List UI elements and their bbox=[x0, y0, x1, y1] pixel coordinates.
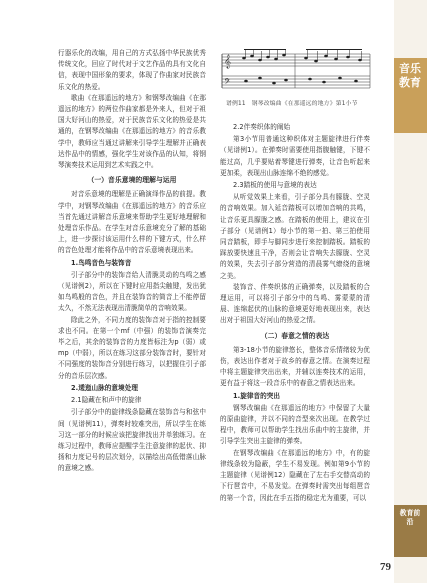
subsection-heading: 2.3踏板的使用与意境的表达 bbox=[233, 181, 317, 190]
paragraph: 除此之外，不同力度的装饰音对于指的控制要求也不同。在第一个mf（中强）的装饰音演奏完毕之后，其余的装饰音的力度皆标注为p（弱）或mp（中弱），所以在练习这部分装饰音时，要针对不同强度的装饰音分别进行练习，以把握住引子部分的音乐层次感。 bbox=[58, 315, 206, 380]
svg-text:𝄢: 𝄢 bbox=[224, 78, 231, 89]
subsection-heading: 2.2伴奏织体的阐始 bbox=[233, 123, 291, 131]
score-caption: 谱例11 钢琴改编曲《在那遥远的地方》第1小节 bbox=[226, 101, 358, 107]
right-column bbox=[220, 121, 370, 504]
paragraph: 引子部分中的旋律线条隐藏在装饰音与和弦中间（见谱例11），弹奏时较难突出，所以学生在练习这一部分的时候应该把旋律找出并单独练习。在练习过程中，教师应提醒学生注意旋律的起伏、抑扬和力度记号的层次划分，以描绘出高低错落山脉的意境之感。 bbox=[58, 408, 206, 473]
paragraph: 行器乐化的改编，用自己的方式弘扬中华民族优秀传统文化，回应了时代对于文艺作品的具有文化自信，表现中国形象的要求，体现了作曲家对民族音乐文化的热爱。 bbox=[58, 49, 206, 91]
paragraph: 装饰音、伴奏织体的正确弹奏，以及踏板的合理运用，可以将引子部分中的鸟鸣、雾蒙蒙的清晨、连绵起伏的山脉的意境更好地表现出来，表达出对于祖国大好河山的热爱之情。 bbox=[220, 282, 370, 325]
paragraph: 第3小节用普通这种织体对主题旋律进行伴奏（见谱例1）。在弹奏时需要使用指腹触键，下键不能过高，几乎要贴着琴键进行弹奏，让音色听起来更加柔，表现出山脉连绵不绝的感觉。 bbox=[220, 135, 370, 177]
paragraph: 歌曲《在那遥远的地方》和钢琴改编曲《在那遥远的地方》的两位作曲家都是外来人，但对于祖国大好河山的热爱，对于民族音乐文化的热爱是共通的，在钢琴改编曲《在那遥远的地方》的音乐教学中，教师应当通过讲解来引导学生理解并正确表达作品中的情感，强化学生对该作品的认知，将钢琴演奏技术运用到艺术实践之中。 bbox=[58, 93, 206, 170]
paragraph: 在钢琴改编曲《在那遥远的地方》中，有的旋律线条较为隐蔽，学生不易发现。例如第9小节的主题旋律（见谱例12）隐藏在了左右手交替高动的下行琶音中，不易发觉。在弹奏时需突出每组琶音的第一个音，因此在手五指的稳定尤为重要，可以 bbox=[220, 448, 370, 502]
section-tab-label: 教育前沿 bbox=[399, 509, 421, 526]
paragraph: 第3-18小节的旋律悠长，整体音乐情绪较为优伤，表达出作者对于故乡的春意之情。在演奏过程中将主题旋律突出出来，并辅以连奏技术的运用，更有益于将这一段音乐中的春意之情表达出来。 bbox=[220, 345, 370, 388]
paragraph: 钢琴改编曲《在那遥远的地方》中保留了大量的原曲旋律，并以不同的音型来次出现。在教学过程中，教师可以帮助学生找出乐曲中的主旋律，并引导学生突出主旋律的弹奏。 bbox=[220, 403, 370, 446]
subsection-heading: 1.旋律音的突出 bbox=[233, 391, 281, 400]
svg-text:𝄞: 𝄞 bbox=[224, 54, 232, 68]
paragraph: 引子部分中的装饰音给人清脆灵动的鸟鸣之感（见谱例2），所以在下键时应用指尖触键，发出犹如鸟鸣般的音色，并且在装饰音的简音上不能停留太久，不然无法表现出清脆简单的音响效果。 bbox=[58, 270, 206, 313]
sidebar-title: 音乐教育 bbox=[399, 62, 421, 89]
section-heading: （一）音乐意境的理解与运用 bbox=[87, 176, 177, 185]
subsection-heading: 2.逶迤山脉的意境处理 bbox=[71, 383, 138, 392]
subsection-heading: 1.鸟鸣音色与装饰音 bbox=[71, 258, 132, 267]
paragraph: 对音乐意境的理解是正确演绎作品的前提。教学中，对钢琴改编曲《在那遥远的地方》的音乐应当首先通过讲解音乐意境来帮助学生更好地理解和处理音乐作品。在学生对音乐意境充分了解的基础上，进一步探讨该运用什么样的下键方式，什么样的音色处理才能将作品中的音乐意境表现出来。 bbox=[58, 190, 206, 255]
paragraph: 从听觉效果上来看，引子部分具有朦胧、空灵的音响效果。加入延音踏板可以增加音响的共鸣，让音乐更具朦胧之感。在踏板的使用上，建议在引子部分（见谱例1）每小节的第一拍、第三拍使用同音踏板，即手与脚同步进行来控制踏板。踏板的踩放要快速且干净，否则会让音响失去朦胧、空灵的效果，失去引子部分营造的清晨雾气缭绕的意境之美。 bbox=[220, 193, 370, 280]
music-score-example bbox=[220, 48, 372, 96]
page-number: 79 bbox=[380, 561, 391, 573]
section-heading: （二）春意之情的表达 bbox=[260, 331, 330, 340]
left-column bbox=[58, 48, 206, 475]
subsection-heading: 2.1隐藏在和声中的旋律 bbox=[71, 396, 142, 405]
